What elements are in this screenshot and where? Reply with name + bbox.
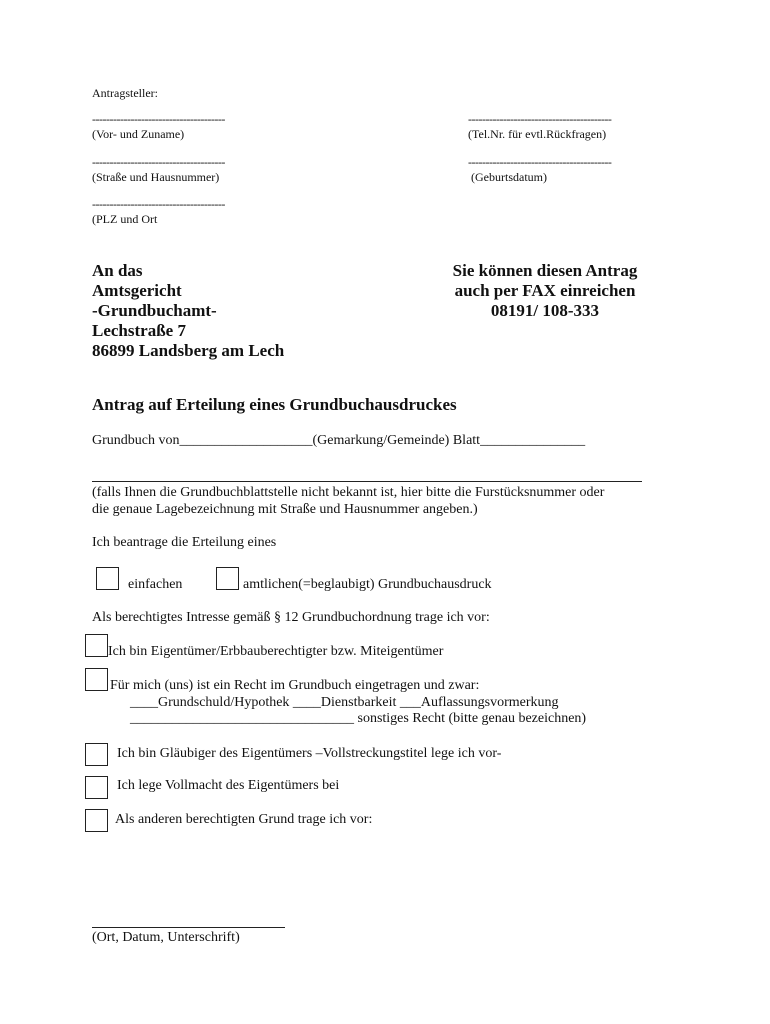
fax-number: 08191/ 108-333 xyxy=(490,301,600,320)
interest-heading: Als berechtigtes Intresse gemäß § 12 Grundbuchordnung trage ich vor: xyxy=(92,610,490,625)
einfachen-label: einfachen xyxy=(128,577,183,592)
tel-label: (Tel.Nr. für evtl.Rückfragen) xyxy=(468,127,607,141)
address-line: -Grundbuchamt- xyxy=(92,301,217,320)
gemarkung-field[interactable]: ___________________ xyxy=(179,433,313,448)
einfachen-checkbox[interactable] xyxy=(96,567,119,590)
amtlichen-checkbox[interactable] xyxy=(216,567,239,590)
address-line: Amtsgericht xyxy=(92,281,182,300)
falls-note-line: (falls Ihnen die Grundbuchblattstelle nicht bekannt ist, hier bitte die Furstücksnummer oder xyxy=(92,485,605,500)
vollmacht-label: Ich lege Vollmacht des Eigentümers bei xyxy=(117,778,340,793)
vollmacht-checkbox[interactable] xyxy=(85,776,108,799)
anderer-grund-label: Als anderen berechtigten Grund trage ich vor: xyxy=(115,812,373,827)
fax-note-line: auch per FAX einreichen xyxy=(454,281,636,300)
anderer-grund-checkbox[interactable] xyxy=(85,809,108,832)
glaeubiger-checkbox[interactable] xyxy=(85,743,108,766)
tel-field-line[interactable]: ----------------------------------------- xyxy=(468,112,612,126)
recht-checkbox[interactable] xyxy=(85,668,108,691)
signature-line[interactable] xyxy=(92,927,285,928)
document-title: Antrag auf Erteilung eines Grundbuchausdruckes xyxy=(92,395,457,414)
city-label: (PLZ und Ort xyxy=(92,212,158,226)
amtlichen-label: amtlichen(=beglaubigt) Grundbuchausdruck xyxy=(243,577,492,592)
grundbuch-line xyxy=(92,433,585,449)
location-field-line[interactable] xyxy=(92,481,642,482)
falls-note-line: die genaue Lagebezeichnung mit Straße und Hausnummer angeben.) xyxy=(92,502,478,517)
address-line: 86899 Landsberg am Lech xyxy=(92,341,285,360)
street-label: (Straße und Hausnummer) xyxy=(92,170,220,184)
grundbuch-label: Grundbuch von xyxy=(92,433,180,448)
sonstiges-recht-line[interactable]: ________________________________ sonstiges Recht (bitte genau bezeichnen) xyxy=(130,711,587,726)
fax-note-line: Sie können diesen Antrag xyxy=(452,261,638,280)
name-label: (Vor- und Zuname) xyxy=(92,127,185,141)
address-line: An das xyxy=(92,261,143,280)
birth-label: (Geburtsdatum) xyxy=(471,170,547,184)
fax-note xyxy=(445,261,645,321)
birth-field-line[interactable]: ----------------------------------------- xyxy=(468,155,612,169)
falls-note xyxy=(92,484,604,518)
blatt-field[interactable]: _______________ xyxy=(480,433,586,448)
street-field-line[interactable]: -------------------------------------- xyxy=(92,155,225,169)
city-field-line[interactable]: -------------------------------------- xyxy=(92,197,225,211)
blatt-label: (Gemarkung/Gemeinde) Blatt xyxy=(312,433,481,448)
signature-label: (Ort, Datum, Unterschrift) xyxy=(92,930,240,945)
glaeubiger-label: Ich bin Gläubiger des Eigentümers –Vollstreckungstitel lege ich vor- xyxy=(117,746,502,761)
address-block xyxy=(92,261,284,361)
eigentuemer-checkbox[interactable] xyxy=(85,634,108,657)
address-line: Lechstraße 7 xyxy=(92,321,186,340)
name-field-line[interactable]: -------------------------------------- xyxy=(92,112,225,126)
recht-types-line[interactable]: ____Grundschuld/Hypothek ____Dienstbarkeit ___Auflassungsvormerkung xyxy=(130,695,559,710)
applicant-heading: Antragsteller: xyxy=(92,86,158,100)
eigentuemer-label: Ich bin Eigentümer/Erbbauberechtigter bzw. Miteigentümer xyxy=(108,644,444,659)
recht-label: Für mich (uns) ist ein Recht im Grundbuch eingetragen und zwar: xyxy=(110,678,480,693)
request-heading: Ich beantrage die Erteilung eines xyxy=(92,535,277,550)
